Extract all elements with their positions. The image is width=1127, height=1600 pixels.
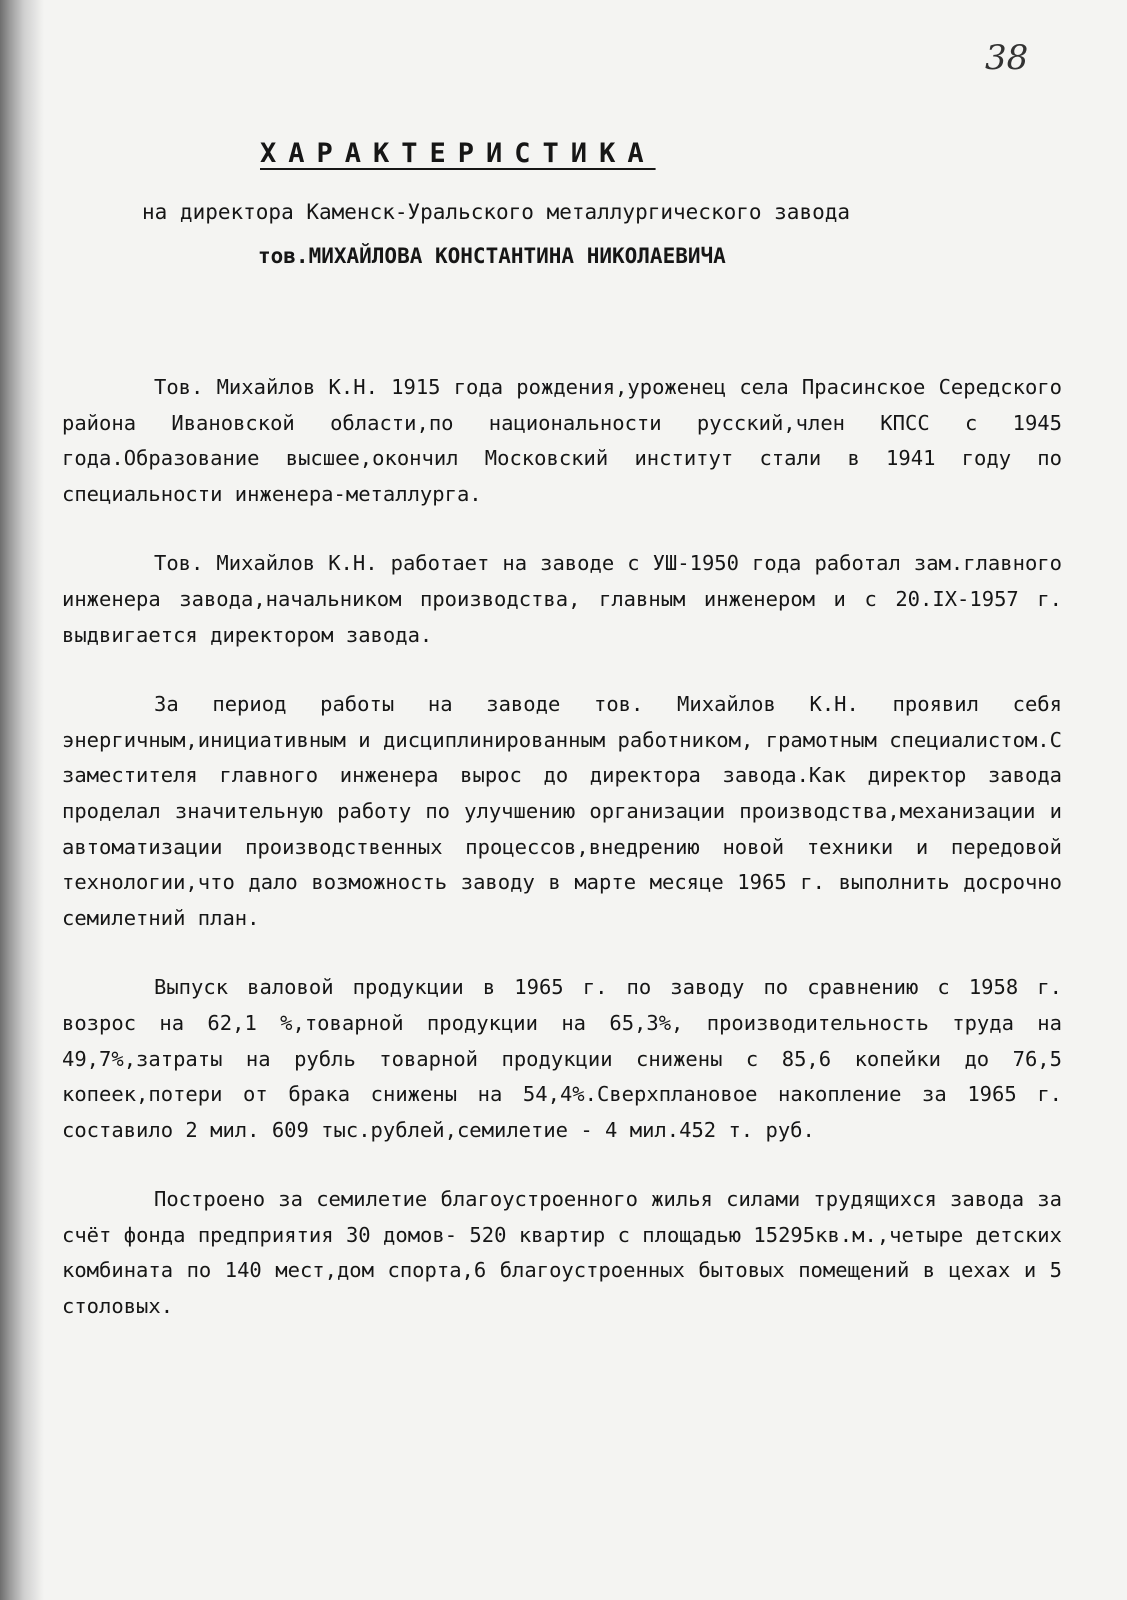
scan-edge-shadow (0, 0, 44, 1600)
page-number: 38 (985, 38, 1029, 78)
subtitle-line-2: тов.МИХАЙЛОВА КОНСТАНТИНА НИКОЛАЕВИЧА (258, 244, 726, 268)
paragraph-production-figures: Выпуск валовой продукции в 1965 г. по заводу по сравнению с 1958 г. возрос на 62,1 %,товарной продукции на 65,3%, производительность труда на 49,7%,затраты на рубль товарной продукции снижены с 85,6 копейки до 76,5 копеек,потери от брака снижены на 54,4%.Сверхплановое накопление за 1965 г. составило 2 мил. 609 тыс.рублей,семилетие - 4 мил.452 т. руб. (62, 975, 1075, 1142)
paragraph-housing: Построено за семилетие благоустроенного жилья силами трудящихся завода за счёт фонда предприятия 30 домов- 520 квартир с площадью 15295кв.м.,четыре детских комбината по 140 мест,дом спорта,6 благоустроенных бытовых помещений в цехах и 5 столовых. (62, 1187, 1075, 1319)
subtitle-line-1: на директора Каменск-Уральского металлургического завода (142, 200, 851, 224)
paragraph-biography: Тов. Михайлов К.Н. 1915 года рождения,уроженец села Прасинское Середского района Ивановской области,по национальности русский,член КПСС с 1945 года.Образование высшее,окончил Московский институт стали в 1941 году по специальности инженера-металлурга. (62, 375, 1075, 506)
document-title: ХАРАКТЕРИСТИКА (260, 138, 656, 169)
paragraph-career: Тов. Михайлов К.Н. работает на заводе с УШ-1950 года работал зам.главного инженера завода,начальником производства, главным инженером и с 20.IX-1957 г. выдвигается директором завода. (62, 551, 1075, 647)
paragraph-achievements: За период работы на заводе тов. Михайлов К.Н. проявил себя энергичным,инициативным и дисциплинированным работником, грамотным специалистом.С заместителя главного инженера вырос до директора завода.Как директор завода проделал значительную работу по улучшению организации производства,механизации и автоматизации производственных процессов,внедрению новой техники и передовой технологии,что дало возможность заводу в марте месяце 1965 г. выполнить досрочно семилетний план. (62, 692, 1075, 930)
document-body (62, 370, 1075, 1325)
